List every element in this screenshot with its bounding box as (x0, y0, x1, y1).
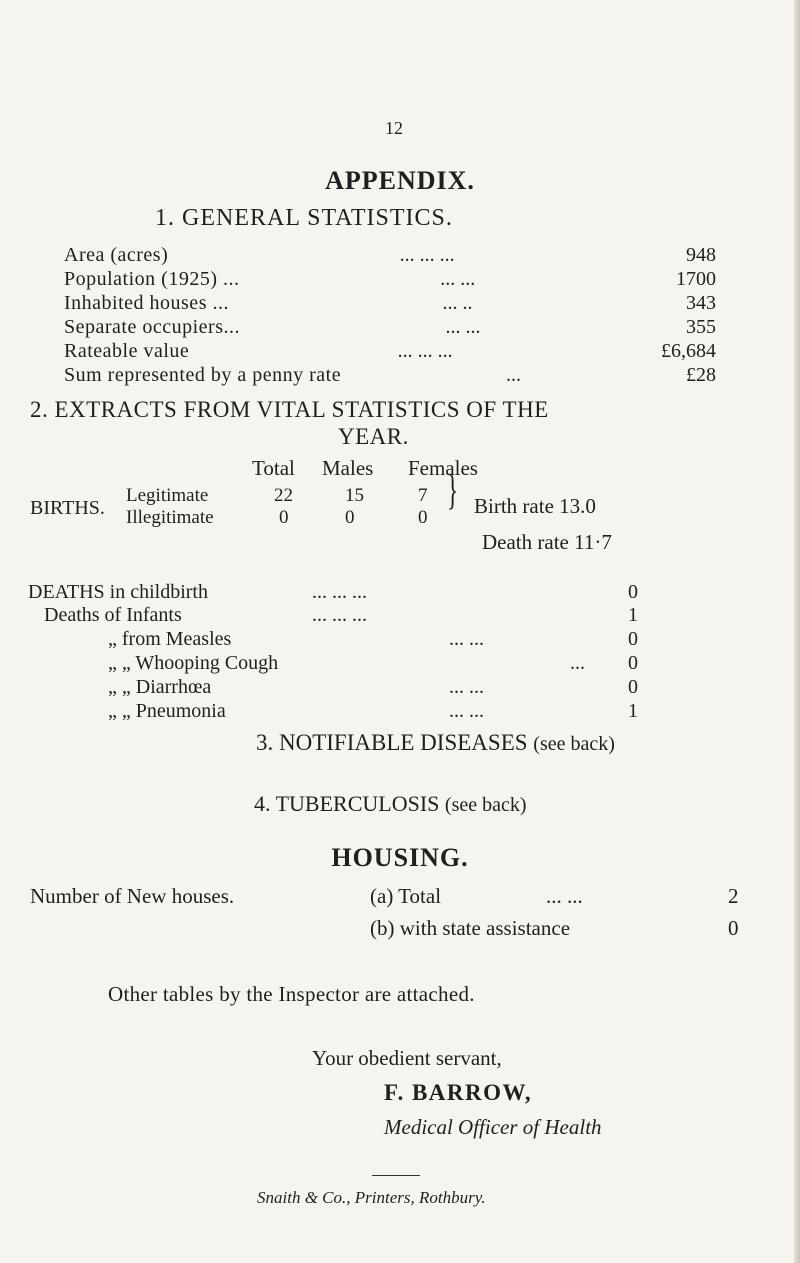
houses-state-label: (b) with state assistance (370, 916, 571, 940)
general-row-label: Rateable value (64, 340, 190, 362)
deaths-row-value: 0 (628, 676, 638, 698)
general-row-value: £28 (685, 364, 716, 386)
deaths-row-dots: ... (570, 652, 585, 674)
death-rate: Death rate 11·7 (482, 530, 612, 554)
houses-state-value: 0 (728, 916, 739, 940)
page-title: APPENDIX. (325, 166, 475, 195)
housing-heading: HOUSING. (331, 843, 469, 872)
general-row-value: £6,684 (661, 340, 716, 362)
deaths-row-value: 1 (628, 604, 638, 626)
tuberculosis-heading (254, 791, 527, 817)
signer-title: Medical Officer of Health (384, 1115, 602, 1139)
general-row-area (64, 244, 716, 267)
new-houses-label: Number of New houses. (30, 884, 235, 908)
vital-statistics-heading: 2. EXTRACTS FROM VITAL STATISTICS OF THE (30, 397, 549, 422)
brace-icon: } (447, 468, 459, 514)
houses-total-value: 2 (728, 884, 739, 908)
general-row-value: 1700 (676, 268, 716, 290)
tuberculosis-heading-text: 4. TUBERCULOSIS (254, 791, 440, 816)
deaths-row-label: „ „ Diarrhœa (108, 676, 212, 698)
general-row-dots: ... ... ... (397, 340, 453, 362)
notifiable-heading-text: 3. NOTIFIABLE DISEASES (256, 730, 528, 755)
houses-total-dots: ... ... (546, 884, 583, 908)
printer-imprint: Snaith & Co., Printers, Rothbury. (257, 1188, 486, 1207)
deaths-row-label: „ „ Pneumonia (108, 700, 226, 722)
legitimate-label: Legitimate (126, 485, 209, 506)
divider (372, 1175, 420, 1176)
legitimate-total: 22 (274, 485, 293, 506)
deaths-row-dots: ... ... (449, 676, 484, 698)
illegitimate-label: Illegitimate (126, 507, 214, 528)
general-row-dots: ... ... ... (399, 244, 455, 266)
general-row-dots: ... (506, 364, 522, 386)
signer-name: F. BARROW, (384, 1080, 533, 1105)
legitimate-males: 15 (345, 485, 364, 506)
other-tables-note: Other tables by the Inspector are attached. (108, 982, 475, 1006)
deaths-row-dots: ... ... (449, 700, 484, 722)
general-row-value: 948 (685, 244, 716, 266)
vital-statistics-heading-year: YEAR. (338, 424, 409, 449)
deaths-row-dots: ... ... ... (312, 604, 367, 626)
illegitimate-females: 0 (418, 507, 428, 528)
deaths-row-value: 0 (628, 581, 638, 603)
general-row-label: Inhabited houses ... (64, 292, 229, 314)
column-header-total: Total (252, 456, 295, 480)
general-row-label: Separate occupiers... (64, 316, 240, 338)
general-row-dots: ... .. (442, 292, 473, 314)
deaths-row-dots: ... ... ... (312, 581, 367, 603)
general-row-label: Sum represented by a penny rate (64, 364, 342, 386)
general-row-value: 355 (685, 316, 716, 338)
general-row-penny-rate (64, 364, 716, 387)
deaths-row-value: 0 (628, 628, 638, 650)
page-number: 12 (385, 118, 403, 138)
closing-salutation: Your obedient servant, (312, 1046, 502, 1070)
notifiable-note: (see back) (533, 733, 615, 755)
deaths-row-label: „ „ Whooping Cough (108, 652, 279, 674)
births-label: BIRTHS. (30, 497, 105, 519)
deaths-row-value: 1 (628, 700, 638, 722)
general-row-rateable-value (64, 340, 716, 363)
general-row-dots: ... ... (445, 316, 481, 338)
birth-rate: Birth rate 13.0 (474, 494, 596, 518)
deaths-row-label: Deaths of Infants (44, 604, 182, 626)
houses-total-label: (a) Total (370, 884, 442, 908)
general-row-dots: ... ... (440, 268, 476, 290)
deaths-row-label: „ from Measles (108, 628, 232, 650)
legitimate-females: 7 (418, 485, 428, 506)
illegitimate-males: 0 (345, 507, 355, 528)
column-header-females: Females (408, 456, 478, 480)
deaths-row-value: 0 (628, 652, 638, 674)
general-row-population (64, 268, 716, 291)
general-row-separate-occupiers (64, 316, 716, 339)
column-header-males: Males (322, 456, 374, 480)
general-row-label: Area (acres) (64, 244, 169, 266)
general-row-label: Population (1925) ... (64, 268, 240, 290)
notifiable-diseases-heading (256, 730, 615, 756)
general-row-value: 343 (685, 292, 716, 314)
tuberculosis-note: (see back) (444, 794, 527, 816)
deaths-row-label: DEATHS in childbirth (28, 581, 208, 603)
illegitimate-total: 0 (279, 507, 289, 528)
deaths-row-dots: ... ... (449, 628, 484, 650)
general-statistics-heading: 1. GENERAL STATISTICS. (155, 205, 453, 231)
general-row-inhabited-houses (64, 292, 716, 315)
